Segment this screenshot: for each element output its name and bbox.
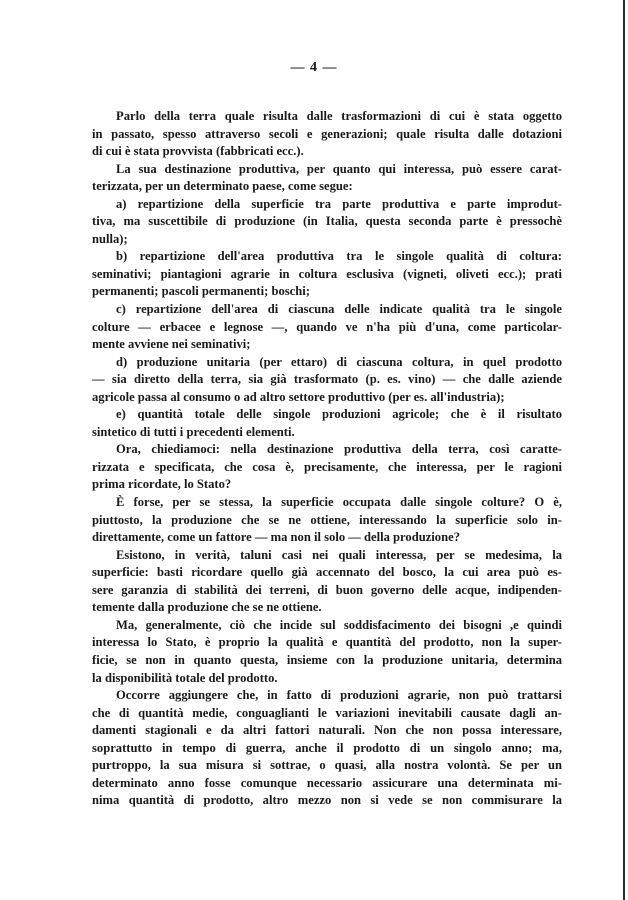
paragraph-e — [92, 406, 562, 441]
text-line: in passato, spesso attraverso secoli e generazioni; quale risulta dalle dotazioni — [92, 126, 562, 141]
paragraph-occorre — [92, 687, 562, 810]
text-line: interessa lo Stato, è proprio la qualità e quantità del prodotto, non la super- — [92, 635, 562, 650]
text-line: Ora, chiediamoci: nella destinazione produttiva della terra, così caratte- — [116, 442, 562, 457]
text-line: colture — erbacee e legnose —, quando ve n'ha più d'una, come particolar- — [92, 319, 562, 334]
text-line: direttamente, come un fattore — ma non il solo — della produzione? — [92, 530, 460, 545]
paragraph-b — [92, 248, 562, 301]
text-line: Parlo della terra quale risulta dalle trasformazioni di cui è stata oggetto — [116, 109, 562, 123]
text-line: soprattutto in tempo di guerra, anche il prodotto di un singolo anno; ma, — [92, 740, 562, 755]
paragraph-a — [92, 196, 562, 249]
text-line: permanenti; pascoli permanenti; boschi; — [92, 284, 310, 299]
text-line: prima ricordate, lo Stato? — [92, 477, 232, 492]
text-line: superficie: basti ricordare quello già accennato del bosco, la cui area può es- — [92, 565, 562, 580]
scan-edge — [623, 0, 625, 900]
text-line: tiva, ma suscettibile di produzione (in Italia, questa seconda parte è pressochè — [92, 214, 562, 229]
paragraph-ma — [92, 617, 562, 687]
text-line: di cui è stata provvista (fabbricati ecc.). — [92, 144, 304, 159]
paragraph-1 — [92, 108, 562, 161]
text-line: e) quantità totale delle singole produzioni agricole; che è il risultato — [116, 407, 562, 422]
paragraph-2 — [92, 161, 562, 196]
paragraph-d — [92, 354, 562, 407]
text-line: che di quantità medie, conguaglianti le variazioni inevitabili causate dagli an- — [92, 705, 562, 720]
text-line: sintetico di tutti i precedenti elementi. — [92, 424, 295, 439]
body-text — [92, 108, 562, 810]
text-line: Esistono, in verità, taluni casi nei quali interessa, per se medesima, la — [116, 547, 562, 562]
text-line: damenti stagionali e da altri fattori naturali. Non che non possa interessare, — [92, 723, 562, 738]
text-line: agricole passa al consumo o ad altro settore produttivo (per es. all'industria); — [92, 389, 505, 404]
text-line: temente dalla produzione che se ne ottiene. — [92, 600, 322, 615]
text-line: a) repartizione della superficie tra parte produttiva e parte improdut- — [116, 196, 562, 211]
text-line: piuttosto, la produzione che se ne ottiene, interessando la superficie solo in- — [92, 512, 562, 527]
text-line: d) produzione unitaria (per ettaro) di ciascuna coltura, in quel prodotto — [116, 354, 562, 369]
text-line: purtroppo, la sua misura si sottrae, o quasi, alla nostra volontà. Se per un — [92, 758, 562, 773]
text-line: La sua destinazione produttiva, per quanto qui interessa, può essere carat- — [116, 161, 562, 176]
text-line: c) repartizione dell'area di ciascuna delle indicate qualità tra le singole — [116, 302, 562, 317]
text-line: terizzata, per un determinato paese, come segue: — [92, 179, 353, 194]
text-line: Ma, generalmente, ciò che incide sul soddisfacimento dei bisogni ,e quindi — [116, 617, 562, 632]
text-line: ficie, se non in quanto questa, insieme con la produzione unitaria, determina — [92, 652, 562, 667]
paragraph-forse — [92, 494, 562, 547]
text-line: seminativi; piantagioni agrarie in coltura esclusiva (vigneti, oliveti ecc.); prati — [92, 266, 562, 281]
paragraph-c — [92, 301, 562, 354]
text-line: nulla); — [92, 231, 128, 246]
paragraph-ora — [92, 441, 562, 494]
text-line: nima quantità di prodotto, altro mezzo non si vede se non commisurare la — [92, 793, 562, 808]
paragraph-esistono — [92, 547, 562, 617]
text-line: determinato anno fosse comunque necessario assicurare una determinata mi- — [92, 775, 562, 790]
text-line: la disponibilità totale del prodotto. — [92, 670, 278, 685]
page-number: — 4 — — [290, 60, 338, 75]
text-line: b) repartizione dell'area produttiva tra le singole qualità di coltura: — [116, 249, 562, 264]
text-line: sere garanzia di stabilità dei terreni, di buon governo delle acque, indipenden- — [92, 582, 562, 597]
text-line: È forse, per se stessa, la superficie occupata dalle singole colture? O è, — [116, 495, 562, 510]
text-line: rizzata e specificata, che cosa è, precisamente, che interessa, per le ragioni — [92, 459, 562, 474]
text-line: mente avviene nei seminativi; — [92, 337, 251, 352]
text-line: Occorre aggiungere che, in fatto di produzioni agrarie, non può trattarsi — [116, 688, 562, 703]
text-line: — sia diretto della terra, sia già trasformato (p. es. vino) — che dalle aziende — [92, 372, 562, 387]
